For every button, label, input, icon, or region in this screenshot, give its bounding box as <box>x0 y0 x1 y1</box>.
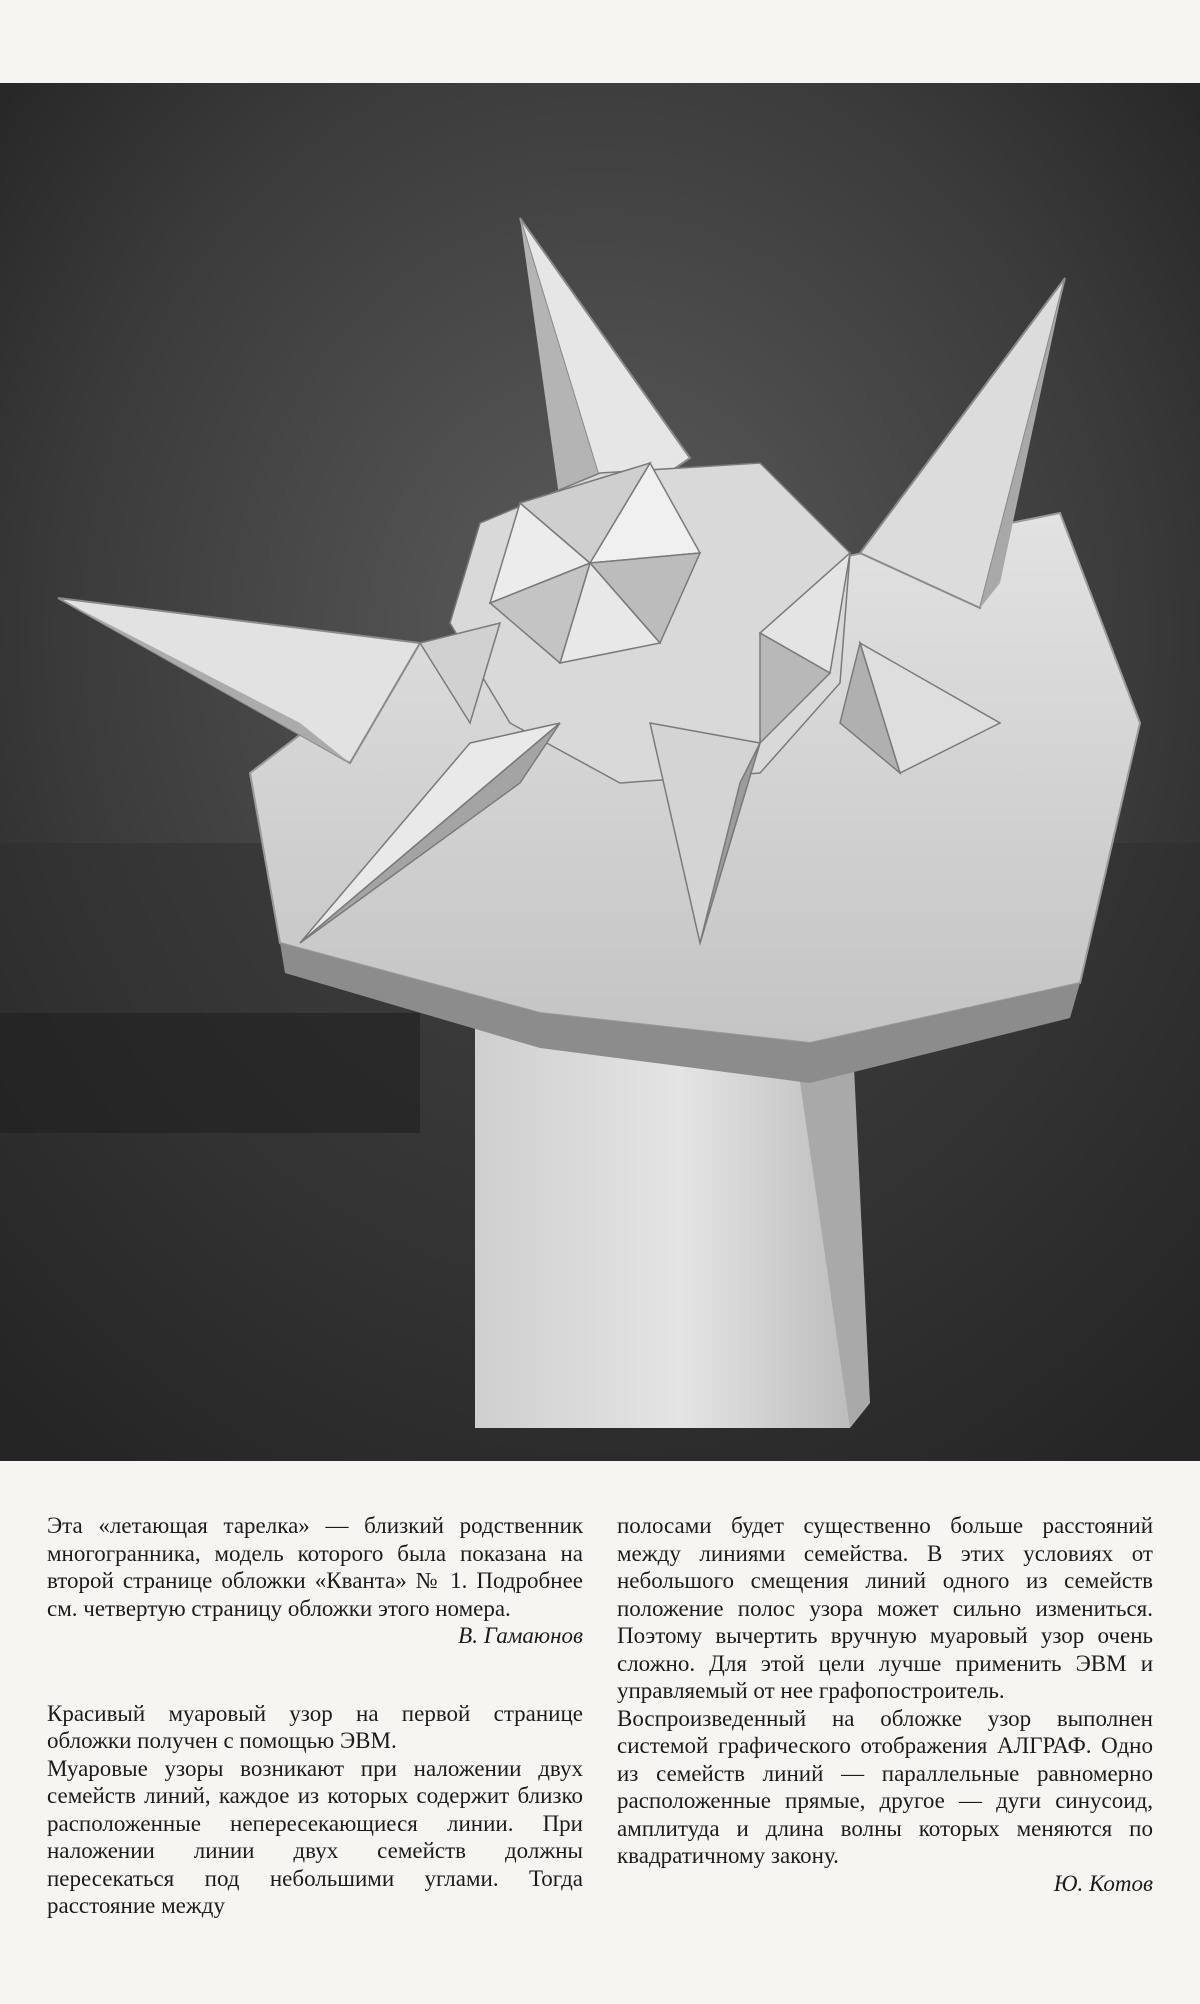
moire-algraf-paragraph: Воспроизведенный на обложке узор выполнен системой графического отображения АЛГРАФ. Одно из семейств линий — параллельные равномерно расположенные прямые, другое — дуги синусоид, амплитуда и длина волны которых меняются по квадратичному закону. <box>617 1705 1153 1868</box>
caption-author: В. Гамаюнов <box>458 1623 583 1648</box>
moire-author: Ю. Котов <box>1053 1870 1153 1896</box>
polyhedron-photo <box>0 83 1200 1461</box>
paragraph-gap <box>47 1650 583 1700</box>
caption-paragraph: Эта «летающая тарелка» — близкий родственник многогранника, модель которого была показана на второй странице обложки «Кванта» № 1. Подробнее см. четвертую страницу обложки этого номера. <box>47 1513 583 1621</box>
left-text-column <box>47 1512 583 1920</box>
right-text-column <box>617 1512 1153 1897</box>
moire-body-paragraph: Муаровые узоры возникают при наложении двух семейств линий, каждое из которых содержит близко расположенные непересекающиеся линии. При наложении линии двух семейств должны пересекаться под небольшими углами. Тогда расстояние между <box>47 1755 583 1918</box>
moire-continued-paragraph: полосами будет существенно больше расстояний между линиями семейства. В этих условиях от небольшого смещения линий одного из семейств положение полос узора может сильно измениться. Поэтому вычертить вручную муаровый узор очень сложно. Для этой цели лучше применить ЭВМ и управляемый от нее графопостроитель. <box>617 1513 1153 1703</box>
moire-intro-paragraph: Красивый муаровый узор на первой странице обложки получен с помощью ЭВМ. <box>47 1700 583 1753</box>
flying-saucer-model-illustration <box>0 83 1200 1461</box>
